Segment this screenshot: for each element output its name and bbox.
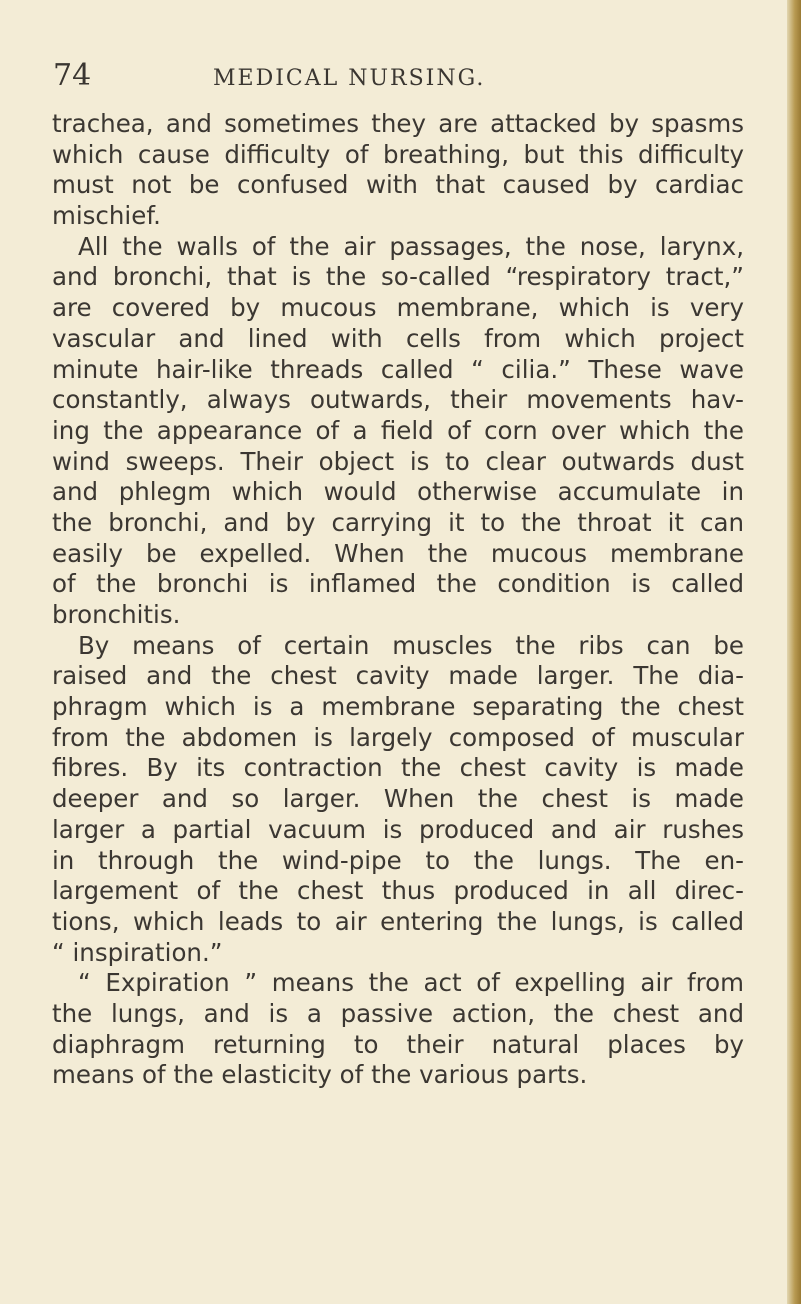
- text-line: the lungs, and is a passive action, the chest and: [52, 998, 744, 1028]
- text-line: minute hair-like threads called “ cilia.” These wave: [52, 354, 744, 384]
- text-line: deeper and so larger. When the chest is made: [52, 784, 744, 814]
- text-line: means of the elasticity of the various parts.: [52, 1060, 588, 1090]
- text-line: mischief.: [52, 201, 161, 231]
- text-line: which cause difficulty of breathing, but this difficulty: [52, 139, 744, 169]
- text-line: larger a partial vacuum is produced and air rushes: [52, 814, 744, 844]
- text-line: constantly, always outwards, their movements hav-: [52, 385, 744, 415]
- paragraph-1: [52, 109, 744, 232]
- page-header: [53, 58, 743, 98]
- text-line: and phlegm which would otherwise accumulate in: [52, 477, 744, 507]
- text-line: tions, which leads to air entering the lungs, is called: [52, 906, 744, 936]
- text-line: and bronchi, that is the so-called “respiratory tract,”: [52, 262, 744, 292]
- text-line: in through the wind-pipe to the lungs. The en-: [52, 845, 744, 875]
- text-line: fibres. By its contraction the chest cavity is made: [52, 753, 744, 783]
- text-line: the bronchi, and by carrying it to the throat it can: [52, 507, 744, 537]
- text-line: bronchitis.: [52, 600, 181, 629]
- text-line: By means of certain muscles the ribs can be: [78, 630, 744, 660]
- text-line: trachea, and sometimes they are attacked by spasms: [52, 109, 744, 138]
- running-head: MEDICAL NURSING.: [213, 66, 486, 91]
- text-line: easily be expelled. When the mucous membrane: [52, 538, 744, 568]
- page-edge-shadow: [787, 0, 801, 1304]
- paragraph-4: [52, 968, 744, 1091]
- text-line: diaphragm returning to their natural places by: [52, 1029, 744, 1059]
- text-line: vascular and lined with cells from which project: [52, 323, 744, 353]
- text-line: largement of the chest thus produced in all direc-: [52, 876, 744, 906]
- text-line: raised and the chest cavity made larger. The dia-: [52, 661, 744, 691]
- text-line: phragm which is a membrane separating the chest: [52, 692, 744, 722]
- text-line: All the walls of the air passages, the nose, larynx,: [78, 231, 744, 261]
- page-number: 74: [53, 58, 92, 93]
- text-line: from the abdomen is largely composed of muscular: [52, 722, 744, 752]
- paragraph-3: [52, 631, 744, 969]
- text-line: “ Expiration ” means the act of expelling air from: [78, 968, 744, 998]
- text-line: wind sweeps. Their object is to clear outwards dust: [52, 446, 744, 476]
- text-line: of the bronchi is inflamed the condition is called: [52, 569, 744, 599]
- text-line: must not be confused with that caused by cardiac: [52, 170, 744, 200]
- text-line: ing the appearance of a field of corn over which the: [52, 415, 744, 445]
- paragraph-2: [52, 232, 744, 631]
- body-text: [52, 109, 744, 1091]
- text-line: “ inspiration.”: [52, 937, 223, 967]
- text-line: are covered by mucous membrane, which is very: [52, 293, 744, 323]
